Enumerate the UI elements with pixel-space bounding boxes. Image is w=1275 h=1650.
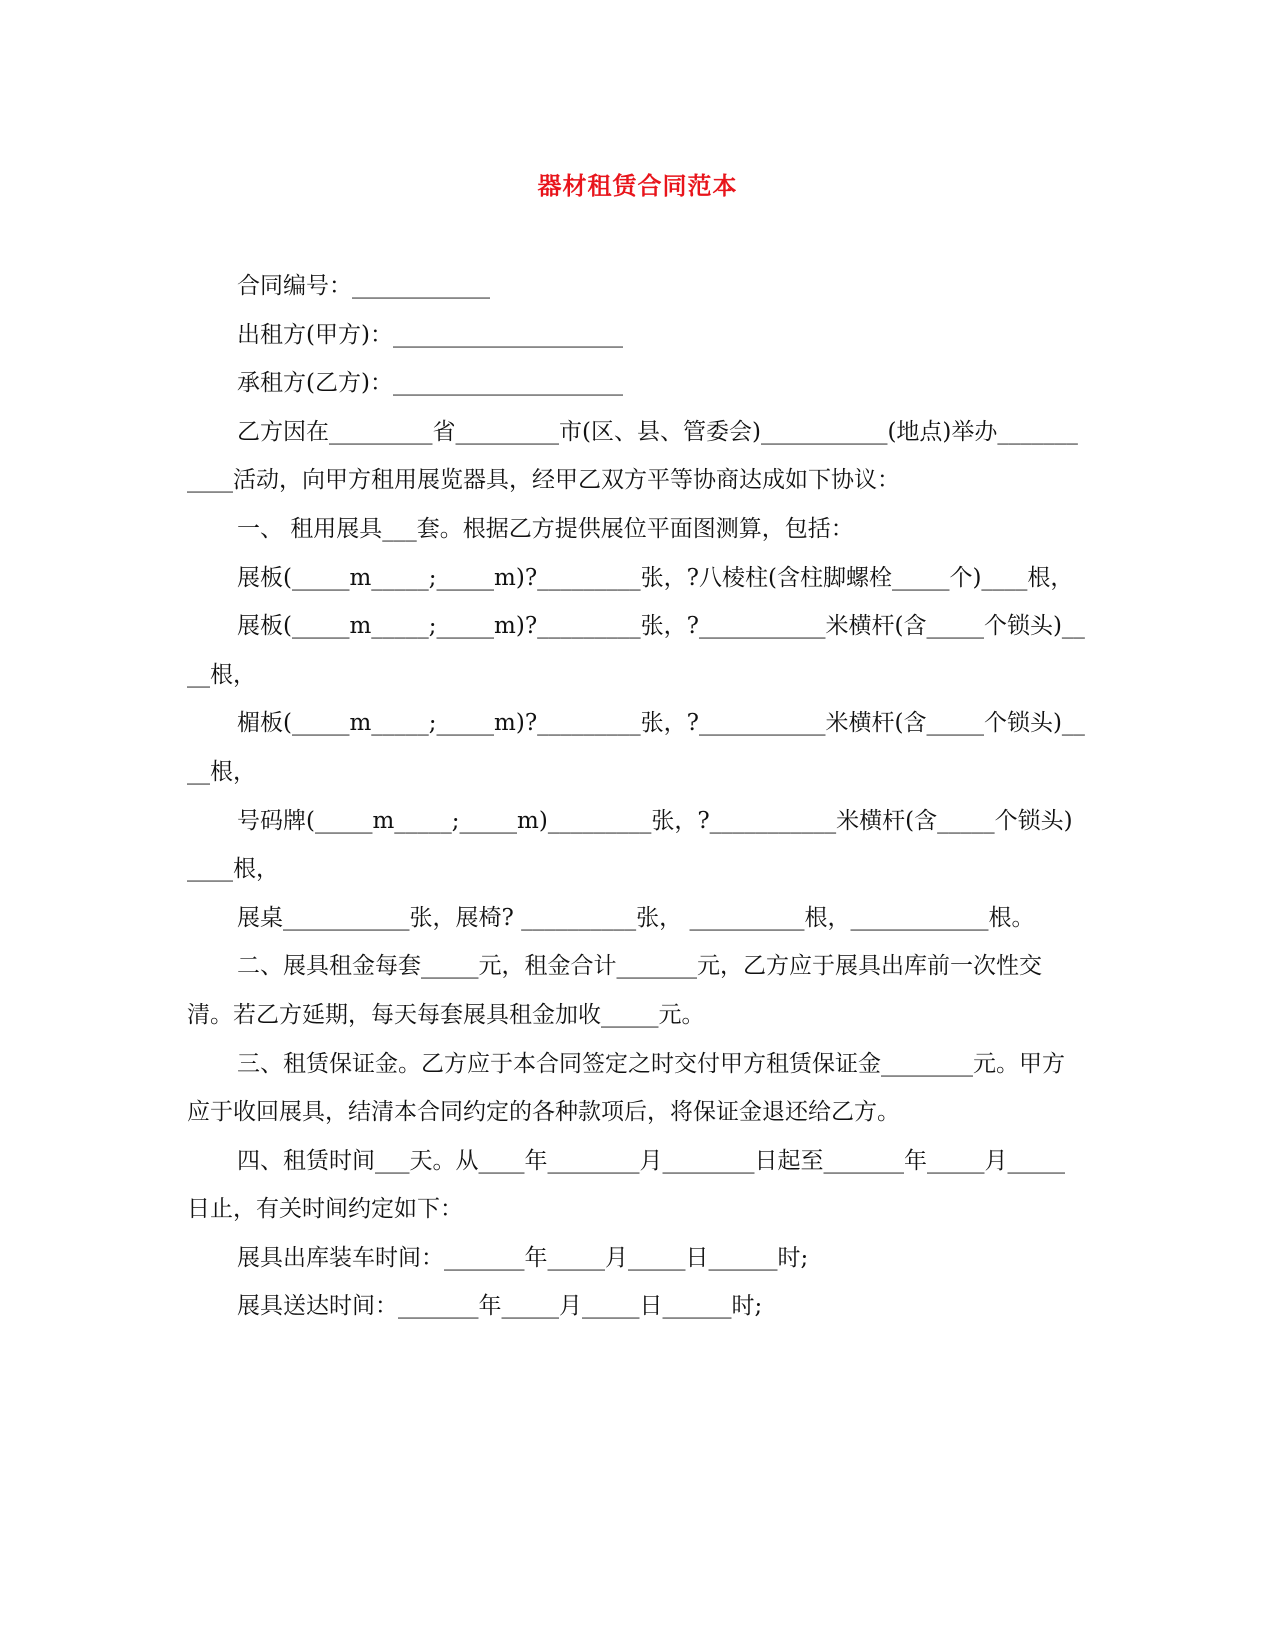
clause-3-deposit: 三、租赁保证金。乙方应于本合同签定之时交付甲方租赁保证金________元。甲方应于收回展具，结清本合同约定的各种款项后，将保证金退还给乙方。 (187, 1050, 1065, 1126)
lessee-line: 承租方(乙方)：____________________ (237, 370, 623, 397)
clause-1-item-fascia: 楣板(_____m_____;_____m)?_________张，?___________米横杆(含_____个锁头)____根， (187, 710, 1085, 785)
loading-time-line: 展具出库装车时间：_______年_____月_____日______时; (237, 1244, 809, 1271)
clause-2-rent: 二、展具租金每套_____元，租金合计_______元，乙方应于展具出库前一次性交清。若乙方延期，每天每套展具租金加收_____元。 (187, 953, 1042, 1028)
preamble-paragraph: 乙方因在_________省_________市(区、县、管委会)___________(地点)举办___________活动，向甲方租用展览器具，经甲乙双方平等协商达成如下协议： (187, 418, 1078, 494)
clause-1-heading: 一、 租用展具___套。根据乙方提供展位平面图测算，包括： (237, 515, 854, 542)
clause-1-item-number-plate: 号码牌(_____m_____;_____m)_________张，?___________米横杆(含_____个锁头) ____根， (187, 807, 1080, 883)
delivery-time-line: 展具送达时间：_______年_____月_____日______时; (237, 1293, 763, 1320)
contract-number-line: 合同编号：____________ (237, 273, 490, 299)
contract-body (187, 262, 1087, 1331)
clause-1-item-table-chair: 展桌___________张，展椅? __________张， __________根，____________根。 (237, 904, 1035, 931)
lessor-line: 出租方(甲方)：____________________ (237, 321, 623, 348)
document-title: 器材租赁合同范本 (537, 171, 738, 200)
clause-4-period: 四、租赁时间___天。从____年________月________日起至_______年_____月_____日止，有关时间约定如下： (187, 1147, 1065, 1223)
clause-1-item-panel-b: 展板(_____m_____;_____m)?_________张，?___________米横杆(含_____个锁头)____根， (187, 613, 1085, 688)
clause-1-item-panel-a: 展板(_____m_____;_____m)?_________张，?八棱柱(含柱脚螺栓_____个)____根， (237, 564, 1074, 591)
